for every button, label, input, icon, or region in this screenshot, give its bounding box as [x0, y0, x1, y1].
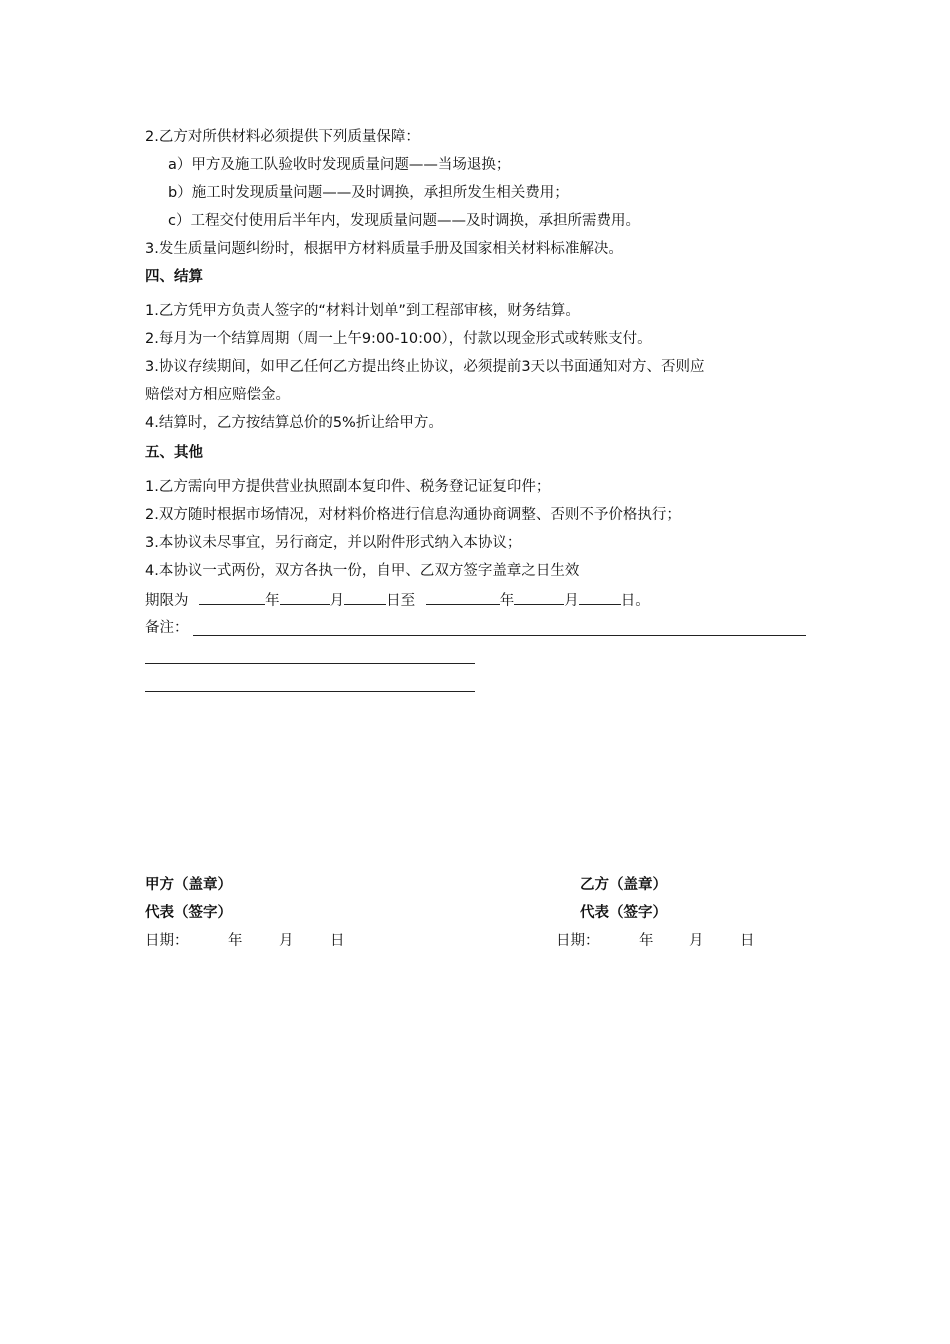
other-item-1: 1.乙方需向甲方提供营业执照副本复印件、税务登记证复印件；: [145, 479, 551, 495]
other-item-3: 3.本协议未尽事宜，另行商定，并以附件形式纳入本协议；: [145, 535, 522, 551]
quality-item-2: 2.乙方对所供材料必须提供下列质量保障：: [145, 129, 420, 145]
party-a-date-year: 年: [228, 933, 243, 949]
party-a-date-label: 日期：: [145, 933, 189, 949]
quality-sub-b: b）施工时发现质量问题——及时调换，承担所发生相关费用；: [168, 185, 569, 201]
term-start-day-blank[interactable]: [344, 589, 386, 605]
term-start-year-unit: 年: [265, 593, 280, 609]
party-b-date-day: 日: [740, 933, 755, 949]
term-end-day-unit: 日。: [620, 593, 650, 609]
quality-sub-c: c）工程交付使用后半年内，发现质量问题——及时调换，承担所需费用。: [168, 213, 640, 229]
party-b-date-label: 日期：: [556, 933, 600, 949]
settlement-heading: 四、结算: [145, 269, 203, 285]
other-item-2: 2.双方随时根据市场情况，对材料价格进行信息沟通协商调整、否则不予价格执行；: [145, 507, 681, 523]
settlement-item-4: 4.结算时，乙方按结算总价的5%折让给甲方。: [145, 415, 443, 431]
settlement-item-2: 2.每月为一个结算周期（周一上午9:00-10:00），付款以现金形式或转账支付。: [145, 331, 652, 347]
party-b-seal: 乙方（盖章）: [580, 877, 667, 893]
term-line: [145, 589, 650, 611]
term-start-year-blank[interactable]: [199, 589, 265, 605]
other-item-4: 4.本协议一式两份，双方各执一份，自甲、乙双方签字盖章之日生效: [145, 563, 580, 579]
settlement-item-1: 1.乙方凭甲方负责人签字的“材料计划单”到工程部审核，财务结算。: [145, 303, 580, 319]
term-start-day-unit: 日至: [386, 593, 416, 609]
party-a-date-day: 日: [330, 933, 345, 949]
term-start-month-blank[interactable]: [280, 589, 330, 605]
remarks-label: 备注：: [145, 620, 189, 636]
term-end-year-unit: 年: [499, 593, 515, 609]
party-b-date-month: 月: [689, 933, 704, 949]
term-start-month-unit: 月: [329, 593, 345, 609]
term-end-year-blank[interactable]: [426, 589, 500, 605]
quality-sub-a: a）甲方及施工队验收时发现质量问题——当场退换；: [168, 157, 511, 173]
term-label: 期限为: [145, 593, 189, 609]
settlement-item-3-line-1: 3.协议存续期间，如甲乙任何乙方提出终止协议，必须提前3天以书面通知对方、否则应: [145, 359, 705, 375]
term-end-month-blank[interactable]: [514, 589, 564, 605]
term-end-day-blank[interactable]: [579, 589, 621, 605]
party-a-representative: 代表（签字）: [145, 905, 232, 921]
party-a-seal: 甲方（盖章）: [145, 877, 232, 893]
remarks-line-2[interactable]: [145, 663, 475, 664]
term-end-month-unit: 月: [564, 593, 579, 609]
quality-item-3: 3.发生质量问题纠纷时，根据甲方材料质量手册及国家相关材料标准解决。: [145, 241, 623, 257]
party-a-date-month: 月: [279, 933, 294, 949]
party-b-representative: 代表（签字）: [580, 905, 667, 921]
party-b-date-year: 年: [639, 933, 654, 949]
remarks-line-3[interactable]: [145, 691, 475, 692]
other-heading: 五、其他: [145, 445, 203, 461]
settlement-item-3-line-2: 赔偿对方相应赔偿金。: [145, 387, 290, 403]
remarks-line-1[interactable]: [193, 635, 806, 636]
